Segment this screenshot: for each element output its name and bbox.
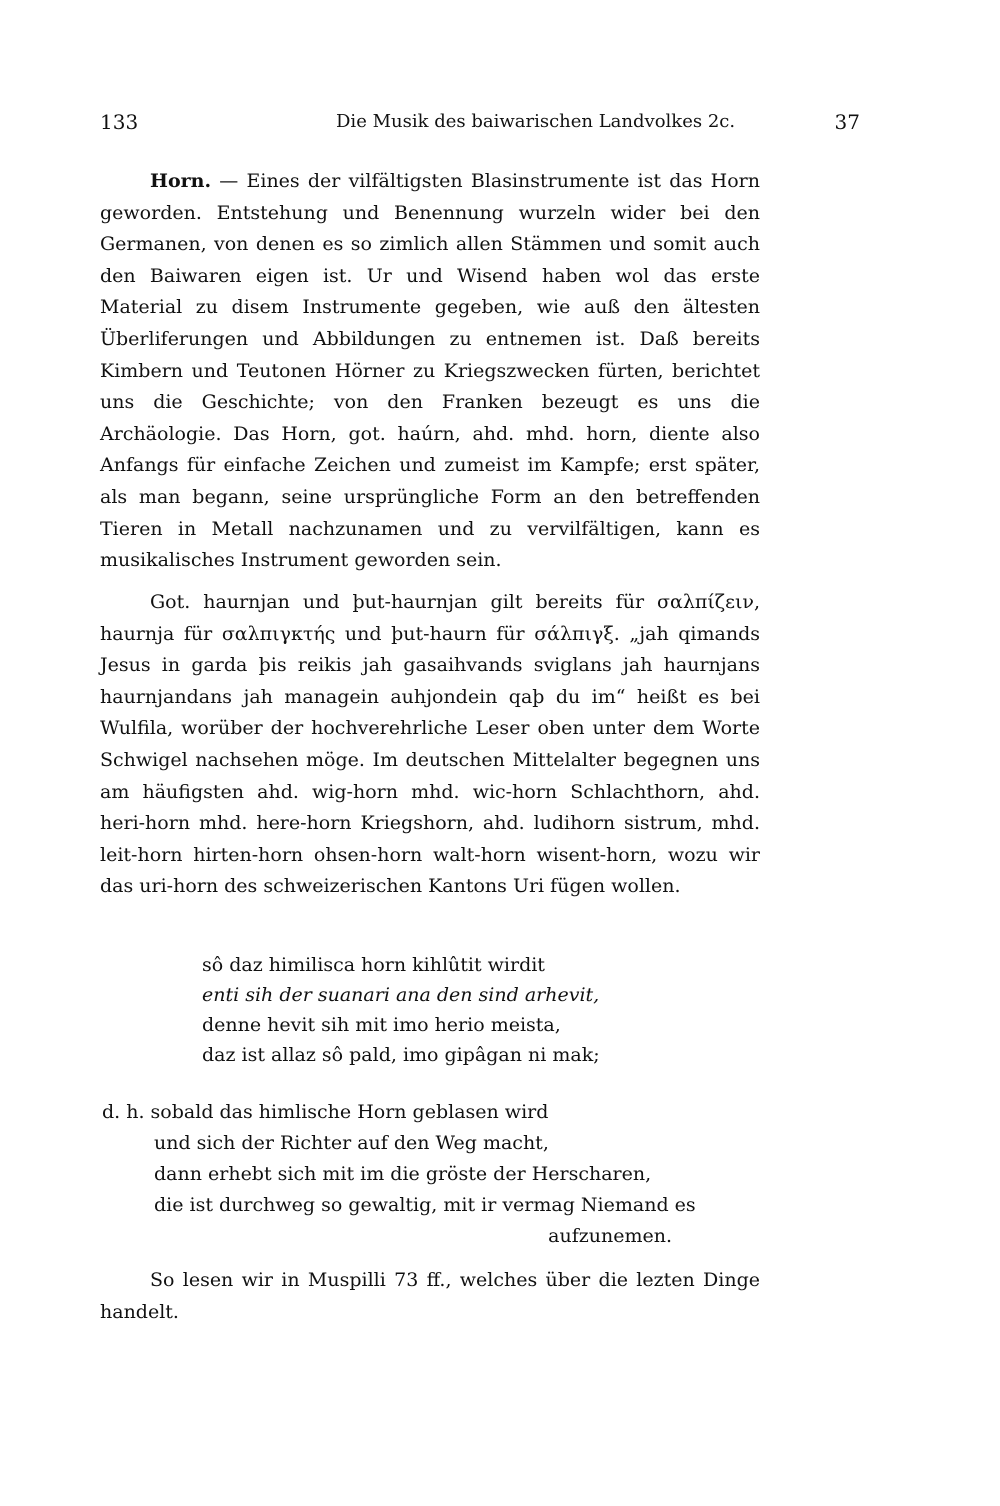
folio-number: 37 (834, 110, 860, 134)
page-header (100, 110, 860, 140)
verse-line: enti sih der suanari ana den sind arhevit, (202, 984, 600, 1006)
translation-line: d. h. sobald das himlische Horn geblasen wird (102, 1101, 549, 1123)
page-number: 133 (100, 110, 139, 134)
verse-translation (102, 1097, 762, 1252)
verse-quotation (202, 950, 722, 1070)
verse-line: daz ist allaz sô pald, imo gipâgan ni mak; (202, 1044, 600, 1066)
running-title: Die Musik des baiwarischen Landvolkes 2c. (336, 111, 736, 132)
translation-line: dann erhebt sich mit im die gröste der Herscharen, (154, 1163, 652, 1185)
translation-line: aufzunemen. (548, 1225, 672, 1247)
translation-line: die ist durchweg so gewaltig, mit ir vermag Niemand es (154, 1194, 696, 1216)
paragraph-lead-term: Horn. (150, 170, 212, 192)
paragraph-text: Got. haurnjan und þut-haurnjan gilt bereits für σαλπίζειν, haurnja für σαλπιγκτής und þut-haurn für σάλπιγξ. „jah qimands Jesus in garda þis reikis jah gasaihvands sviglans jah haurnjans haurnjandans jah managein auhjondein qaþ du im“ heißt es bei Wulfila, worüber der hochverehrliche Leser oben unter dem Worte Schwigel nachsehen möge. Im deutschen Mittelalter begegnen uns am häufigsten ahd. wig-horn mhd. wic-horn Schlachthorn, ahd. heri-horn mhd. here-horn Kriegshorn, ahd. ludihorn sistrum, mhd. leit-horn hirten-horn ohsen-horn walt-horn wisent-horn, wozu wir das uri-horn des schweizerischen Kantons Uri fügen wollen. (100, 591, 760, 898)
translation-line: und sich der Richter auf den Weg macht, (154, 1132, 549, 1154)
paragraph-gothic (100, 587, 760, 903)
paragraph-text: So lesen wir in Muspilli 73 ff., welches über die lezten Dinge handelt. (100, 1269, 760, 1323)
verse-line: denne hevit sih mit imo herio meista, (202, 1014, 561, 1036)
verse-line: sô daz himilisca horn kihlûtit wirdit (202, 954, 545, 976)
paragraph-muspilli (100, 1265, 760, 1328)
paragraph-text: — Eines der vilfältigsten Blasinstrumente ist das Horn geworden. Entstehung und Benennung wurzeln wider bei den Germanen, von denen es so zimlich allen Stämmen und somit auch den Baiwaren eigen ist. Ur und Wisend haben wol das erste Material zu disem Instrumente gegeben, wie auß den ältesten Überliferungen und Abbildungen zu entnemen ist. Daß bereits Kimbern und Teutonen Hörner zu Kriegszwecken fürten, berichtet uns die Geschichte; von den Franken bezeugt es uns die Archäologie. Das Horn, got. haúrn, ahd. mhd. horn, diente also Anfangs für einfache Zeichen und zumeist im Kampfe; erst später, als man begann, seine ursprüngliche Form an den betreffenden Tieren in Metall nachzunamen und zu vervilfältigen, kann es musikalisches Instrument geworden sein. (100, 170, 760, 572)
paragraph-horn (100, 166, 760, 577)
